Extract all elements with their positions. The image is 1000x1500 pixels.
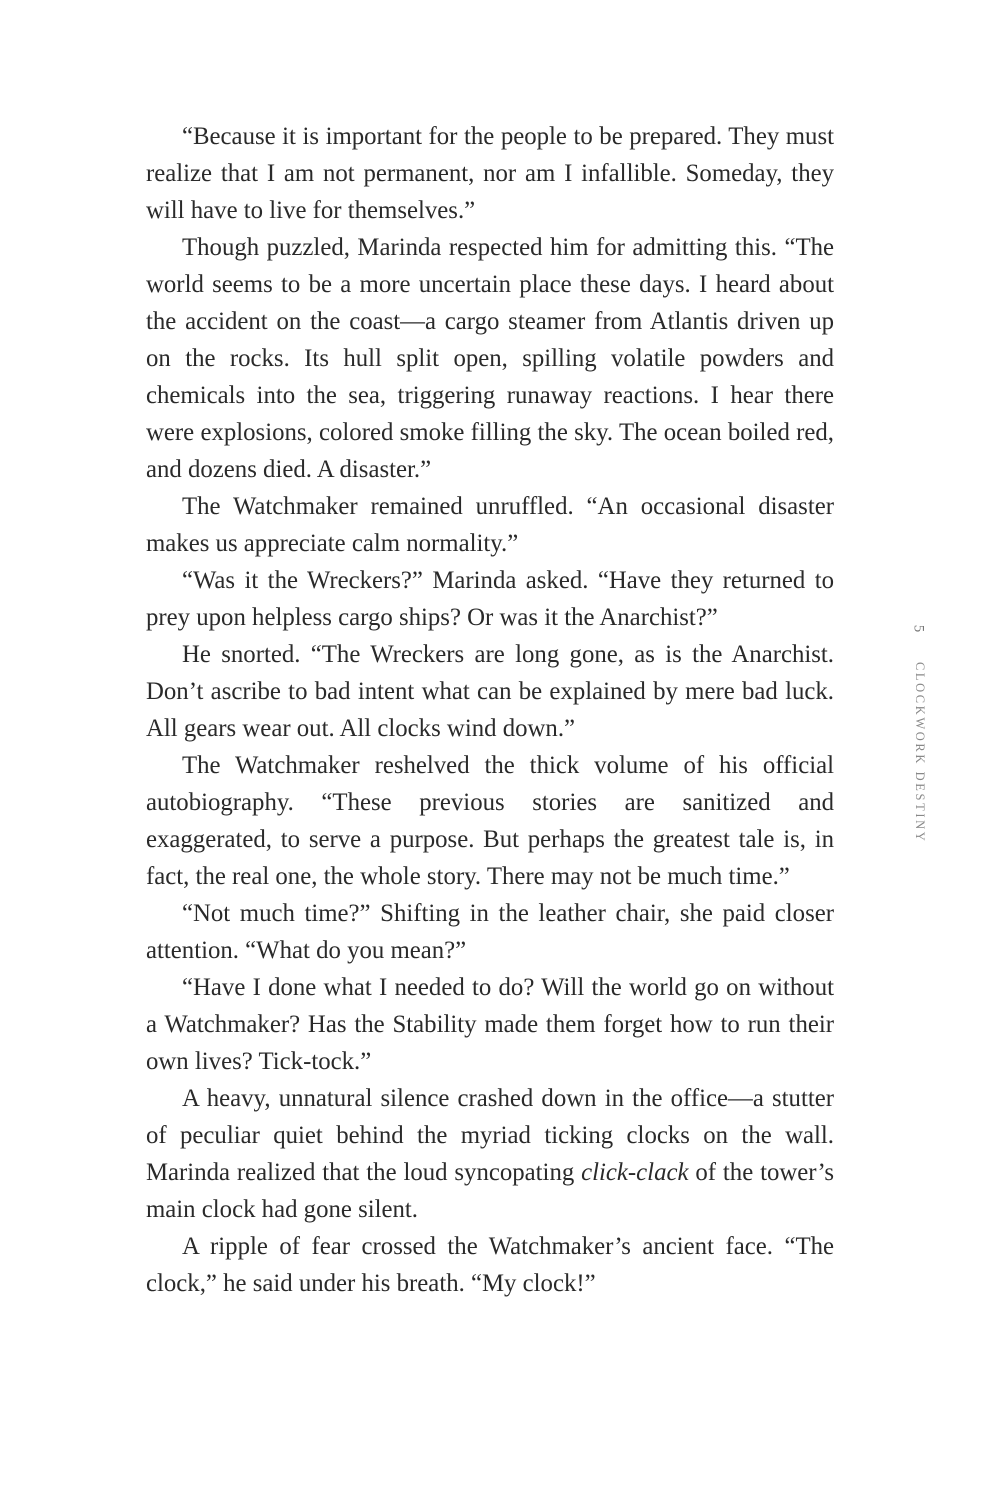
paragraph: The Watchmaker reshelved the thick volume of his official autobiography. “These previous stories are sanitized and exaggerated, to serve a purpose. But perhaps the greatest tale is, in fact, the real one, the whole story. There may not be much time.” [146, 752, 834, 890]
paragraph: Though puzzled, Marinda respected him for admitting this. “The world seems to be a more uncertain place these days. I heard about the accident on the coast—a cargo steamer from Atlantis driven up on the rocks. Its hull split open, spilling volatile powders and chemicals into the sea, triggering runaway reactions. I hear there were explosions, colored smoke filling the sky. The ocean boiled red, and dozens died. A disaster.” [146, 234, 834, 483]
paragraph-text: of the tower’s main clock had gone silent. [146, 1159, 834, 1223]
paragraph: “Not much time?” Shifting in the leather chair, she paid closer attention. “What do you mean?” [146, 900, 834, 964]
paragraph: He snorted. “The Wreckers are long gone, as is the Anarchist. Don’t ascribe to bad intent what can be explained by mere bad luck. All gears wear out. All clocks wind down.” [146, 641, 834, 742]
italic-emphasis: click-clack [581, 1159, 689, 1186]
book-title: CLOCKWORK DESTINY [913, 662, 927, 844]
paragraph: A ripple of fear crossed the Watchmaker’s ancient face. “The clock,” he said under his breath. “My clock!” [146, 1233, 834, 1297]
body-text [146, 118, 834, 1302]
running-head [898, 620, 938, 880]
paragraph: “Was it the Wreckers?” Marinda asked. “Have they returned to prey upon helpless cargo ships? Or was it the Anarchist?” [146, 567, 834, 631]
paragraph: “Because it is important for the people to be prepared. They must realize that I am not permanent, nor am I infallible. Someday, they will have to live for themselves.” [146, 123, 834, 224]
paragraph: The Watchmaker remained unruffled. “An occasional disaster makes us appreciate calm normality.” [146, 493, 834, 557]
paragraph: “Have I done what I needed to do? Will the world go on without a Watchmaker? Has the Stability made them forget how to run their own lives? Tick-tock.” [146, 974, 834, 1075]
page-number: 5 [910, 624, 927, 633]
paragraph [146, 1080, 834, 1228]
paragraph-text: A heavy, unnatural silence crashed down in the office—a stutter of peculiar quiet behind the myriad ticking clocks on the wall. Marinda realized that the loud syncopating [146, 1085, 834, 1186]
